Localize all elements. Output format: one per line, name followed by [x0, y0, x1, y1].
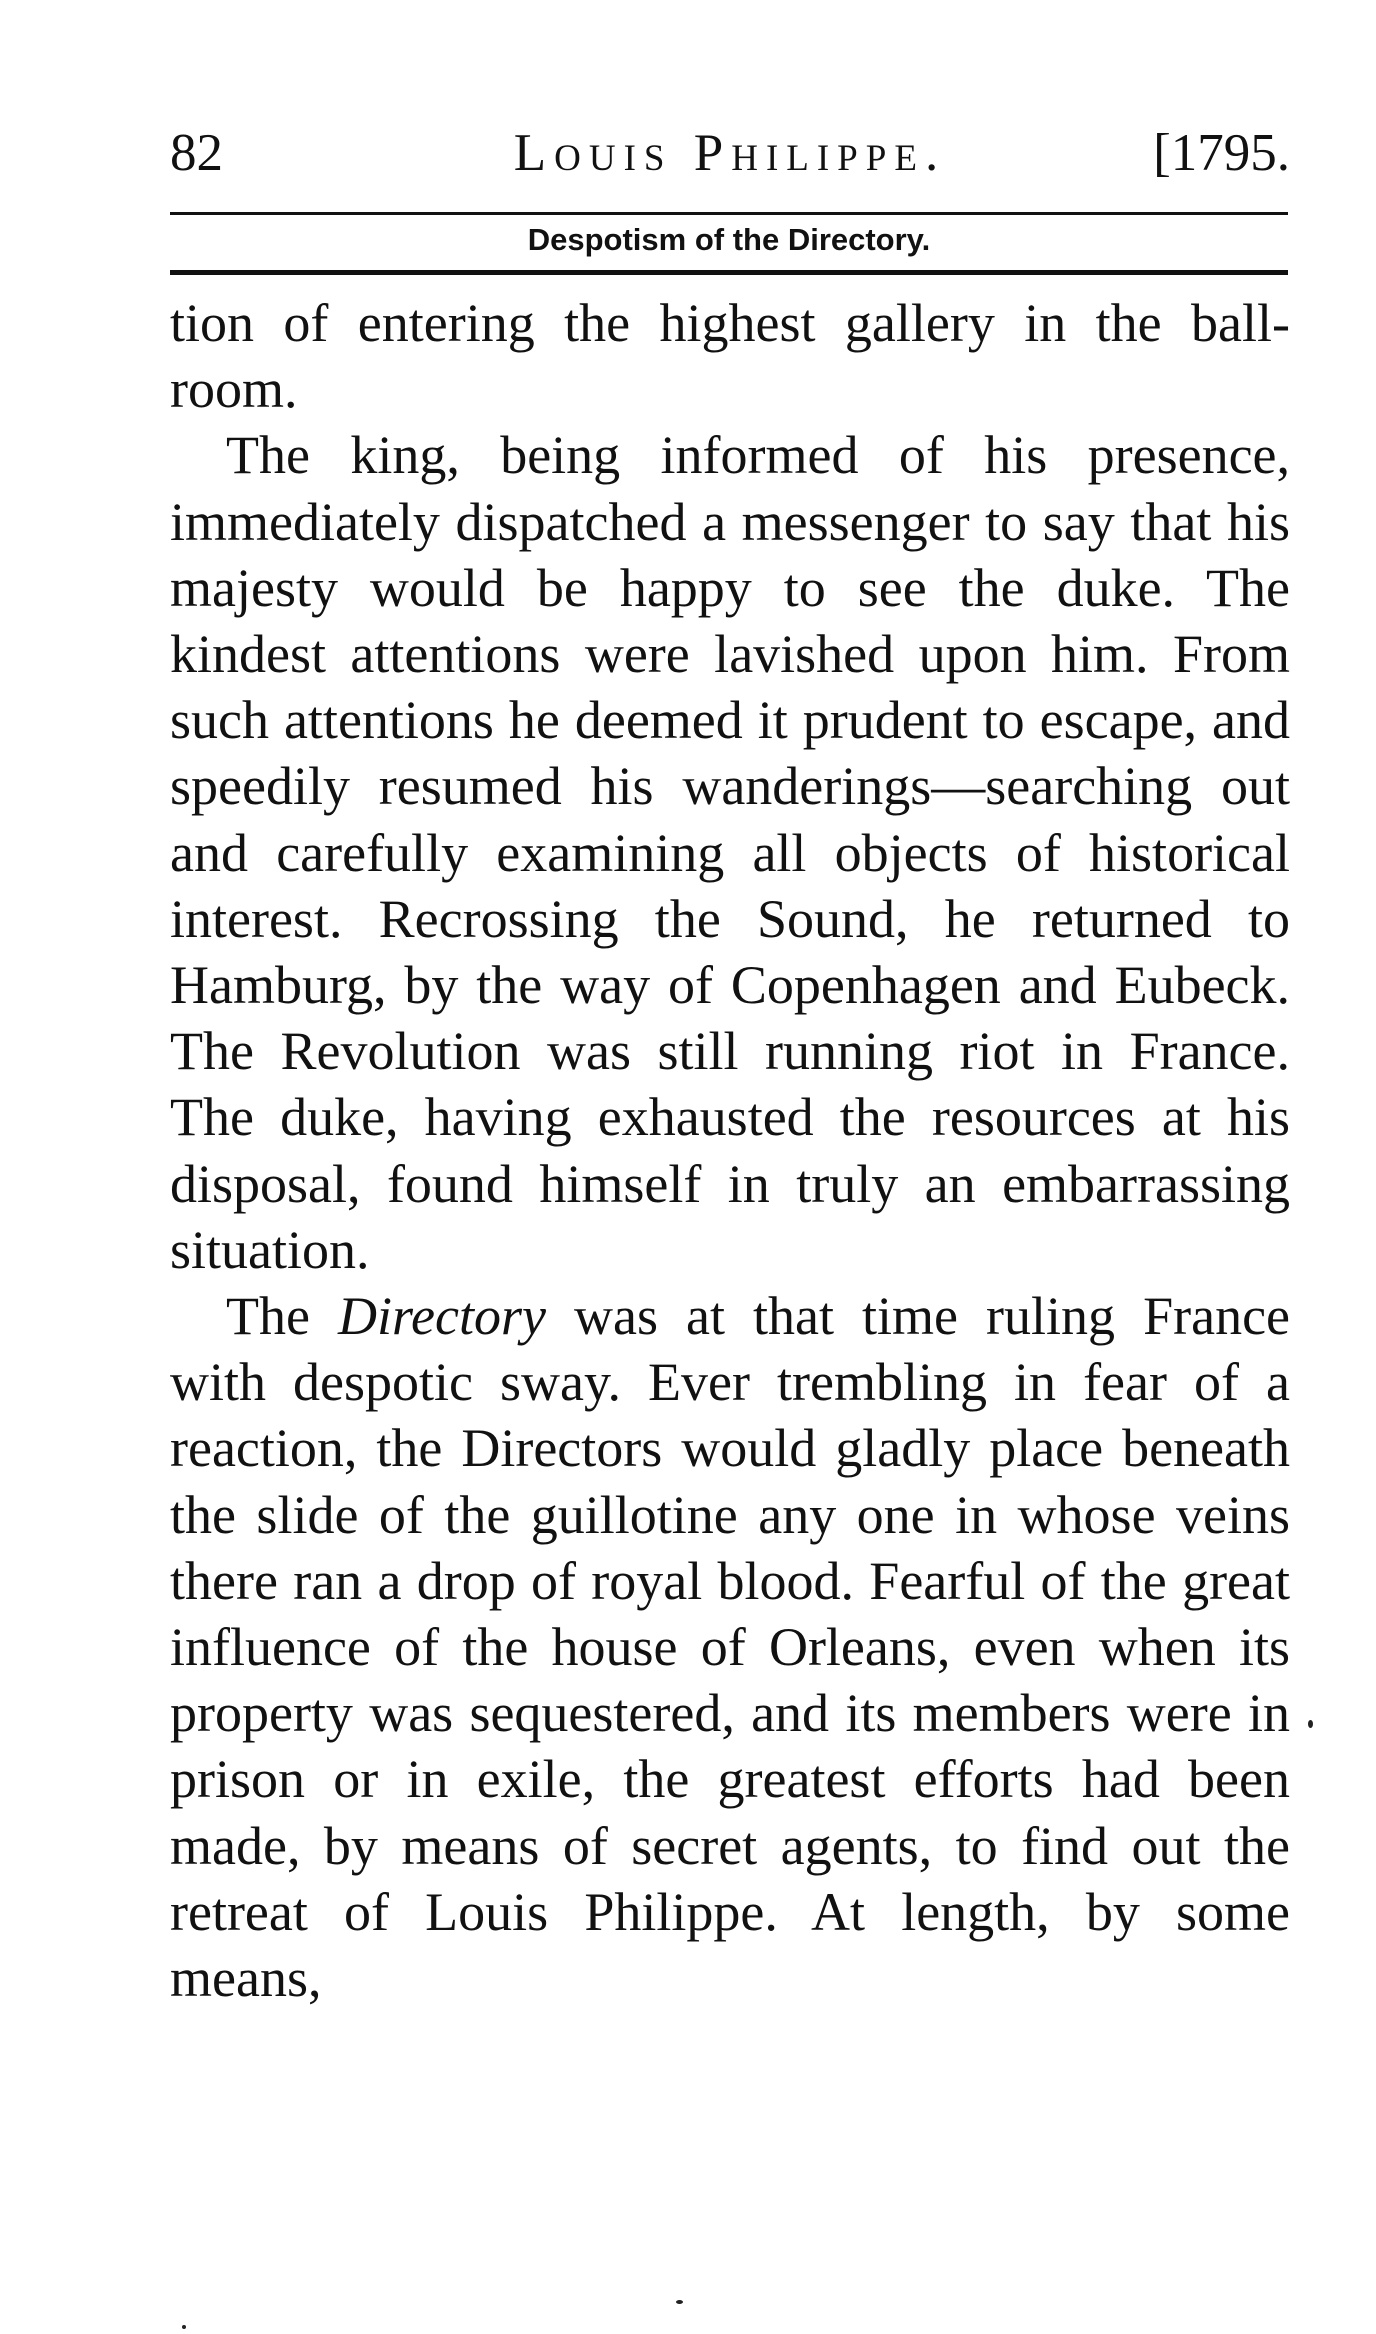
ink-speck	[676, 2300, 683, 2304]
header-rule-bottom	[170, 270, 1288, 275]
paragraph-king-informed: The king, being informed of his presence, immediately dispatched a messenger to say that his majesty would be happy to see the duke. The kindest attentions were lavished upon him. From such attentions he deemed it prudent to escape, and speedily resumed his wanderings—searching out and carefully examining all objects of historical interest. Recrossing the Sound, he returned to Hamburg, by the way of Copenhagen and Eubeck. The Revolution was still running riot in France. The duke, having exhausted the resources at his disposal, found himself in truly an embarrassing situation.	[170, 425, 1290, 1280]
header-rule-top	[170, 212, 1288, 215]
year-marker: [1795.	[1153, 124, 1290, 182]
running-head	[170, 118, 1290, 188]
paragraph-directory-text: was at that time ruling France with despotic sway. Ever trembling in fear of a reaction, the Directors would gladly place beneath the slide of the guillotine any one in whose veins there ran a drop of royal blood. Fearful of the great influence of the house of Orleans, even when its property was sequestered, and its members were in prison or in exile, the greatest efforts had been made, by means of secret agents, to find out the retreat of Louis Philippe. At length, by some means,	[170, 1286, 1290, 2009]
section-title: Despotism of the Directory.	[527, 222, 931, 257]
paragraph-continuation: tion of entering the highest gallery in the ball-room.	[170, 293, 1290, 420]
body-text	[170, 290, 1290, 2011]
ink-speck	[1308, 1720, 1313, 1728]
page-number: 82	[170, 124, 223, 182]
paragraph-directory-intro: The	[226, 1286, 338, 1347]
directory-emphasis: Directory	[338, 1286, 546, 1347]
book-title: Louis Philippe.	[513, 124, 947, 182]
ink-speck	[182, 2325, 186, 2329]
paragraph-directory	[170, 1283, 1290, 2011]
